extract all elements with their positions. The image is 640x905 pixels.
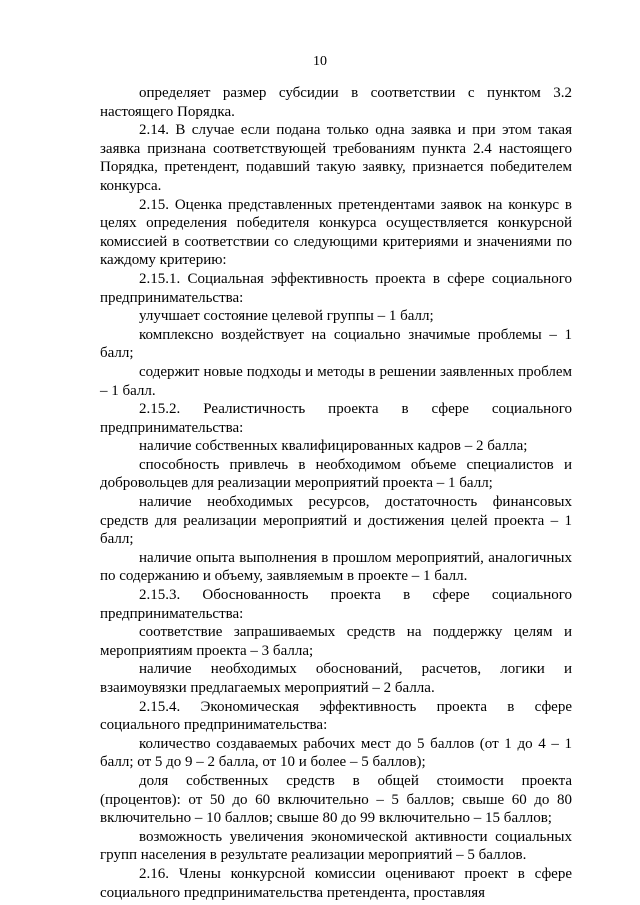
paragraph: наличие необходимых ресурсов, достаточность финансовых средств для реализации мероприятий и достижения целей проекта – 1 балл; xyxy=(100,494,572,548)
paragraph: 2.16. Члены конкурсной комиссии оценивают проект в сфере социального предпринимательства претендента, проставляя xyxy=(100,865,572,901)
paragraph: наличие необходимых обоснований, расчетов, логики и взаимоувязки предлагаемых мероприятий – 2 балла. xyxy=(100,661,572,696)
paragraph: соответствие запрашиваемых средств на поддержку целям и мероприятиям проекта – 3 балла; xyxy=(100,624,572,659)
paragraph: 2.15.1. Социальная эффективность проекта в сфере социального предпринимательства: xyxy=(100,270,572,306)
paragraph: доля собственных средств в общей стоимости проекта (процентов): от 50 до 60 включительно – 5 баллов; свыше 60 до 80 включительно – 10 баллов; свыше 80 до 99 включительно – 15 баллов; xyxy=(100,772,572,827)
paragraph: 2.15.4. Экономическая эффективность проекта в сфере социального предпринимательства: xyxy=(100,698,572,734)
paragraph: 2.15.2. Реалистичность проекта в сфере социального предпринимательства: xyxy=(100,401,572,436)
paragraph: наличие опыта выполнения в прошлом мероприятий, аналогичных по содержанию и объему, заявляемым в проекте – 1 балл. xyxy=(100,549,572,585)
paragraph: количество создаваемых рабочих мест до 5 баллов (от 1 до 4 – 1 балл; от 5 до 9 – 2 балла, от 10 и более – 5 баллов); xyxy=(100,735,572,771)
paragraph: определяет размер субсидии в соответствии с пунктом 3.2 настоящего Порядка. xyxy=(100,85,572,120)
paragraph: улучшает состояние целевой группы – 1 балл; xyxy=(139,308,434,325)
paragraph: 2.15.3. Обоснованность проекта в сфере социального предпринимательства: xyxy=(100,587,572,622)
page-number: 10 xyxy=(313,54,327,69)
paragraph: комплексно воздействует на социально значимые проблемы – 1 балл; xyxy=(100,326,572,362)
paragraph: наличие собственных квалифицированных кадров – 2 балла; xyxy=(139,438,528,455)
paragraph: 2.15. Оценка представленных претендентами заявок на конкурс в целях определения победителя конкурса осуществляется конкурсной комиссией в соответствии со следующими критериями и значениями по каждому критерию: xyxy=(100,196,572,269)
paragraph: содержит новые подходы и методы в решении заявленных проблем – 1 балл. xyxy=(100,363,572,399)
paragraph: возможность увеличения экономической активности социальных групп населения в результате реализации мероприятий – 5 баллов. xyxy=(100,828,572,864)
paragraph: способность привлечь в необходимом объеме специалистов и добровольцев для реализации мероприятий проекта – 1 балл; xyxy=(100,456,572,492)
paragraph: 2.14. В случае если подана только одна заявка и при этом такая заявка признана соответствующей требованиям пункта 2.4 настоящего Порядка, претендент, подавший такую заявку, признается победителем конкурса. xyxy=(100,122,572,194)
document-body xyxy=(100,84,572,902)
